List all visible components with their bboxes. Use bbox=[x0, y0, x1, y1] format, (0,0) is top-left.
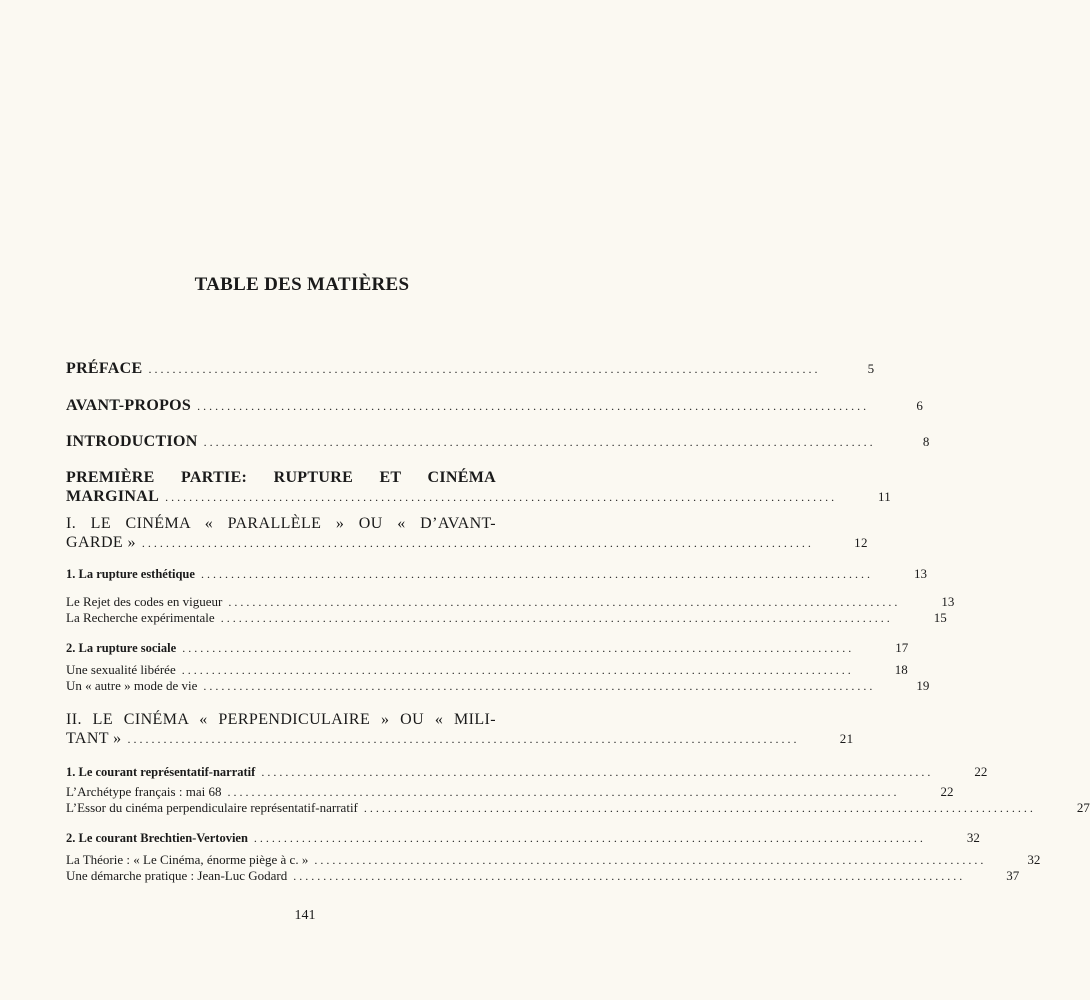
page-ref: 32 bbox=[1027, 852, 1041, 867]
page-ref: 13 bbox=[913, 566, 927, 581]
dot-leader: ................................................................................................................ bbox=[148, 362, 821, 376]
entry-label: Une sexualité libérée bbox=[66, 662, 176, 677]
toc-entry-ch2-s1-archetype[interactable] bbox=[66, 784, 954, 800]
toc-entry-chapter-2[interactable] bbox=[66, 710, 854, 749]
toc-entry-premiere-partie[interactable] bbox=[66, 468, 892, 507]
dot-leader: ................................................................................................................ bbox=[253, 831, 926, 845]
page-ref: 11 bbox=[877, 489, 892, 504]
toc-entry-ch2-section-2[interactable] bbox=[66, 830, 980, 846]
page-title: TABLE DES MATIÈRES bbox=[194, 274, 410, 295]
page-ref: 17 bbox=[895, 640, 909, 655]
toc-entry-introduction[interactable] bbox=[66, 433, 930, 451]
entry-label-line1: I. LE CINÉMA « PARALLÈLE » OU « D’AVANT- bbox=[66, 515, 496, 532]
dot-leader: ................................................................................................................ bbox=[203, 679, 876, 693]
entry-label-line1: II. LE CINÉMA « PERPENDICULAIRE » OU « MILI- bbox=[66, 711, 496, 728]
page-ref: 8 bbox=[922, 434, 930, 449]
toc-entry-ch1-s1-rejet[interactable] bbox=[66, 594, 955, 610]
entry-label: Un « autre » mode de vie bbox=[66, 678, 198, 693]
page-ref: 5 bbox=[867, 361, 875, 376]
entry-label: 2. La rupture sociale bbox=[66, 641, 177, 655]
dot-leader: ................................................................................................................ bbox=[181, 663, 854, 677]
dot-leader: ................................................................................................................ bbox=[182, 641, 855, 655]
toc-entry-ch1-s1-recherche[interactable] bbox=[66, 610, 947, 626]
toc-entry-ch2-s2-demarche[interactable] bbox=[66, 868, 1020, 884]
toc-entry-ch2-s1-essor[interactable] bbox=[66, 800, 1090, 816]
dot-leader: ................................................................................................................ bbox=[197, 399, 870, 413]
dot-leader: ................................................................................................................ bbox=[228, 595, 901, 609]
dot-leader: ................................................................................................................ bbox=[165, 490, 838, 504]
dot-leader: ................................................................................................................ bbox=[141, 536, 814, 550]
entry-label: INTRODUCTION bbox=[66, 433, 198, 450]
dot-leader: ................................................................................................................ bbox=[227, 785, 900, 799]
page-ref: 6 bbox=[916, 398, 924, 413]
entry-label: 2. Le courant Brechtien-Vertovien bbox=[66, 831, 248, 845]
dot-leader: ................................................................................................................ bbox=[127, 732, 800, 746]
dot-leader: ................................................................................................................ bbox=[203, 435, 876, 449]
dot-leader: ................................................................................................................ bbox=[220, 611, 893, 625]
toc-entry-avant-propos[interactable] bbox=[66, 397, 924, 415]
entry-label: La Recherche expérimentale bbox=[66, 610, 215, 625]
page-ref: 12 bbox=[854, 535, 868, 550]
toc-entry-ch1-section-1[interactable] bbox=[66, 566, 927, 582]
entry-label: 1. La rupture esthétique bbox=[66, 567, 195, 581]
entry-label: 1. Le courant représentatif-narratif bbox=[66, 765, 256, 779]
toc-entry-ch1-s2-sexualite[interactable] bbox=[66, 662, 908, 678]
page-ref: 22 bbox=[940, 784, 954, 799]
toc-entry-ch2-s2-theorie[interactable] bbox=[66, 852, 1041, 868]
entry-label-line2: MARGINAL bbox=[66, 488, 160, 505]
entry-label-line1: PREMIÈRE PARTIE: RUPTURE ET CINÉMA bbox=[66, 469, 496, 486]
page-ref: 13 bbox=[941, 594, 955, 609]
page-ref: 21 bbox=[839, 731, 854, 746]
entry-label: AVANT-PROPOS bbox=[66, 397, 192, 414]
page-ref: 22 bbox=[974, 764, 988, 779]
page-ref: 32 bbox=[966, 830, 980, 845]
page-ref: 27 bbox=[1076, 800, 1090, 815]
toc-entry-ch1-s2-mode-de-vie[interactable] bbox=[66, 678, 930, 694]
entry-label: Une démarche pratique : Jean-Luc Godard bbox=[66, 868, 288, 883]
entry-label: La Théorie : « Le Cinéma, énorme piège à c. » bbox=[66, 852, 309, 867]
toc-entry-ch2-section-1[interactable] bbox=[66, 764, 988, 780]
page-ref: 18 bbox=[894, 662, 908, 677]
entry-label-line2: TANT » bbox=[66, 730, 122, 747]
entry-label: L’Essor du cinéma perpendiculaire représentatif-narratif bbox=[66, 800, 358, 815]
page-ref: 37 bbox=[1006, 868, 1020, 883]
page-ref: 15 bbox=[933, 610, 947, 625]
entry-label-line2: GARDE » bbox=[66, 534, 136, 551]
entry-label: L’Archétype français : mai 68 bbox=[66, 784, 222, 799]
dot-leader: ................................................................................................................ bbox=[200, 567, 873, 581]
dot-leader: ................................................................................................................ bbox=[293, 869, 966, 883]
entry-label: Le Rejet des codes en vigueur bbox=[66, 594, 223, 609]
toc-entry-chapter-1[interactable] bbox=[66, 514, 868, 553]
dot-leader: ................................................................................................................ bbox=[261, 765, 934, 779]
page-number: 141 bbox=[294, 908, 316, 923]
page-ref: 19 bbox=[916, 678, 930, 693]
dot-leader: ................................................................................................................ bbox=[363, 801, 1036, 815]
dot-leader: ................................................................................................................ bbox=[314, 853, 987, 867]
entry-label: PRÉFACE bbox=[66, 360, 143, 377]
toc-entry-preface[interactable] bbox=[66, 360, 875, 378]
toc-entry-ch1-section-2[interactable] bbox=[66, 640, 909, 656]
